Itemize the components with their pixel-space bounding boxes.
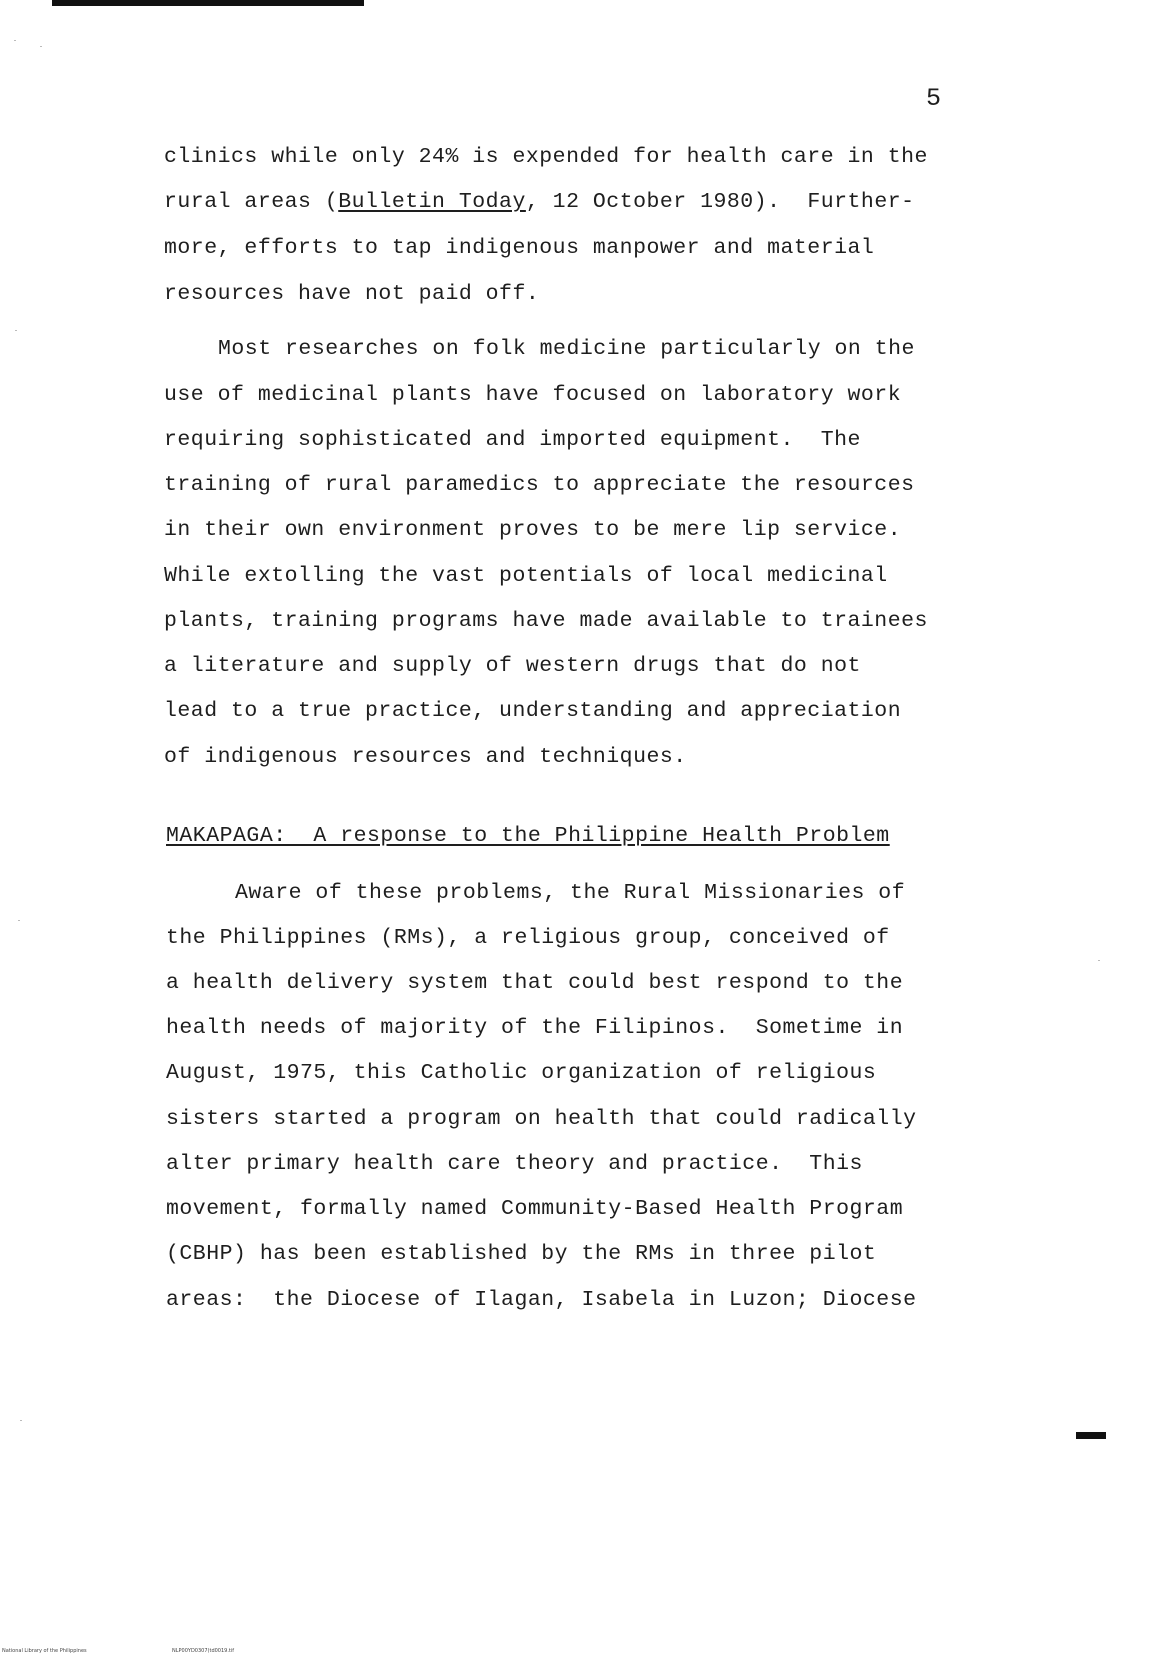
text-line: the Philippines (RMs), a religious group, conceived of <box>166 926 890 950</box>
text-line: movement, formally named Community-Based Health Program <box>166 1197 904 1221</box>
scan-speck <box>15 330 17 331</box>
scan-speck <box>20 1420 22 1421</box>
text-line: While extolling the vast potentials of local medicinal <box>164 564 888 588</box>
scan-speck <box>14 40 16 41</box>
text-line: sisters started a program on health that could radically <box>166 1107 917 1131</box>
text-line: August, 1975, this Catholic organization of religious <box>166 1061 877 1085</box>
footer-file-id: NLP00YD0307(td0019.tif <box>172 1648 235 1654</box>
citation-source: Bulletin Today <box>338 190 526 214</box>
text-line: areas: the Diocese of Ilagan, Isabela in Luzon; Diocese <box>166 1288 917 1312</box>
text-line: Most researches on folk medicine particularly on the <box>218 337 915 361</box>
text-line: plants, training programs have made available to trainees <box>164 609 928 633</box>
scan-edge-mark <box>1076 1432 1106 1439</box>
text-line: lead to a true practice, understanding and appreciation <box>164 699 902 723</box>
text-line: training of rural paramedics to appreciate the resources <box>164 473 915 497</box>
text-line: (CBHP) has been established by the RMs in three pilot <box>166 1242 877 1266</box>
text-line: a literature and supply of western drugs that do not <box>164 654 861 678</box>
text-line <box>164 189 915 215</box>
text-line: use of medicinal plants have focused on laboratory work <box>164 383 902 407</box>
scan-speck <box>1098 960 1100 961</box>
page-number: 5 <box>926 84 942 113</box>
text-line: a health delivery system that could best respond to the <box>166 971 904 995</box>
scan-speck <box>40 46 42 47</box>
text-segment: rural areas ( <box>164 190 339 214</box>
text-line: alter primary health care theory and practice. This <box>166 1152 863 1176</box>
text-line: in their own environment proves to be mere lip service. <box>164 518 902 542</box>
text-line: requiring sophisticated and imported equipment. The <box>164 428 861 452</box>
section-heading: MAKAPAGA: A response to the Philippine Health Problem <box>166 824 890 848</box>
text-line: clinics while only 24% is expended for health care in the <box>164 145 928 169</box>
footer-library: National Library of the Philippines <box>2 1648 87 1654</box>
text-line: more, efforts to tap indigenous manpower and material <box>164 236 875 260</box>
text-line: resources have not paid off. <box>164 282 540 306</box>
text-segment: , 12 October 1980). Further- <box>525 190 915 214</box>
text-line: of indigenous resources and techniques. <box>164 745 687 769</box>
text-line: health needs of majority of the Filipinos. Sometime in <box>166 1016 904 1040</box>
scan-top-bar <box>52 0 364 6</box>
scan-speck <box>18 920 20 921</box>
text-line: Aware of these problems, the Rural Missionaries of <box>235 881 906 905</box>
